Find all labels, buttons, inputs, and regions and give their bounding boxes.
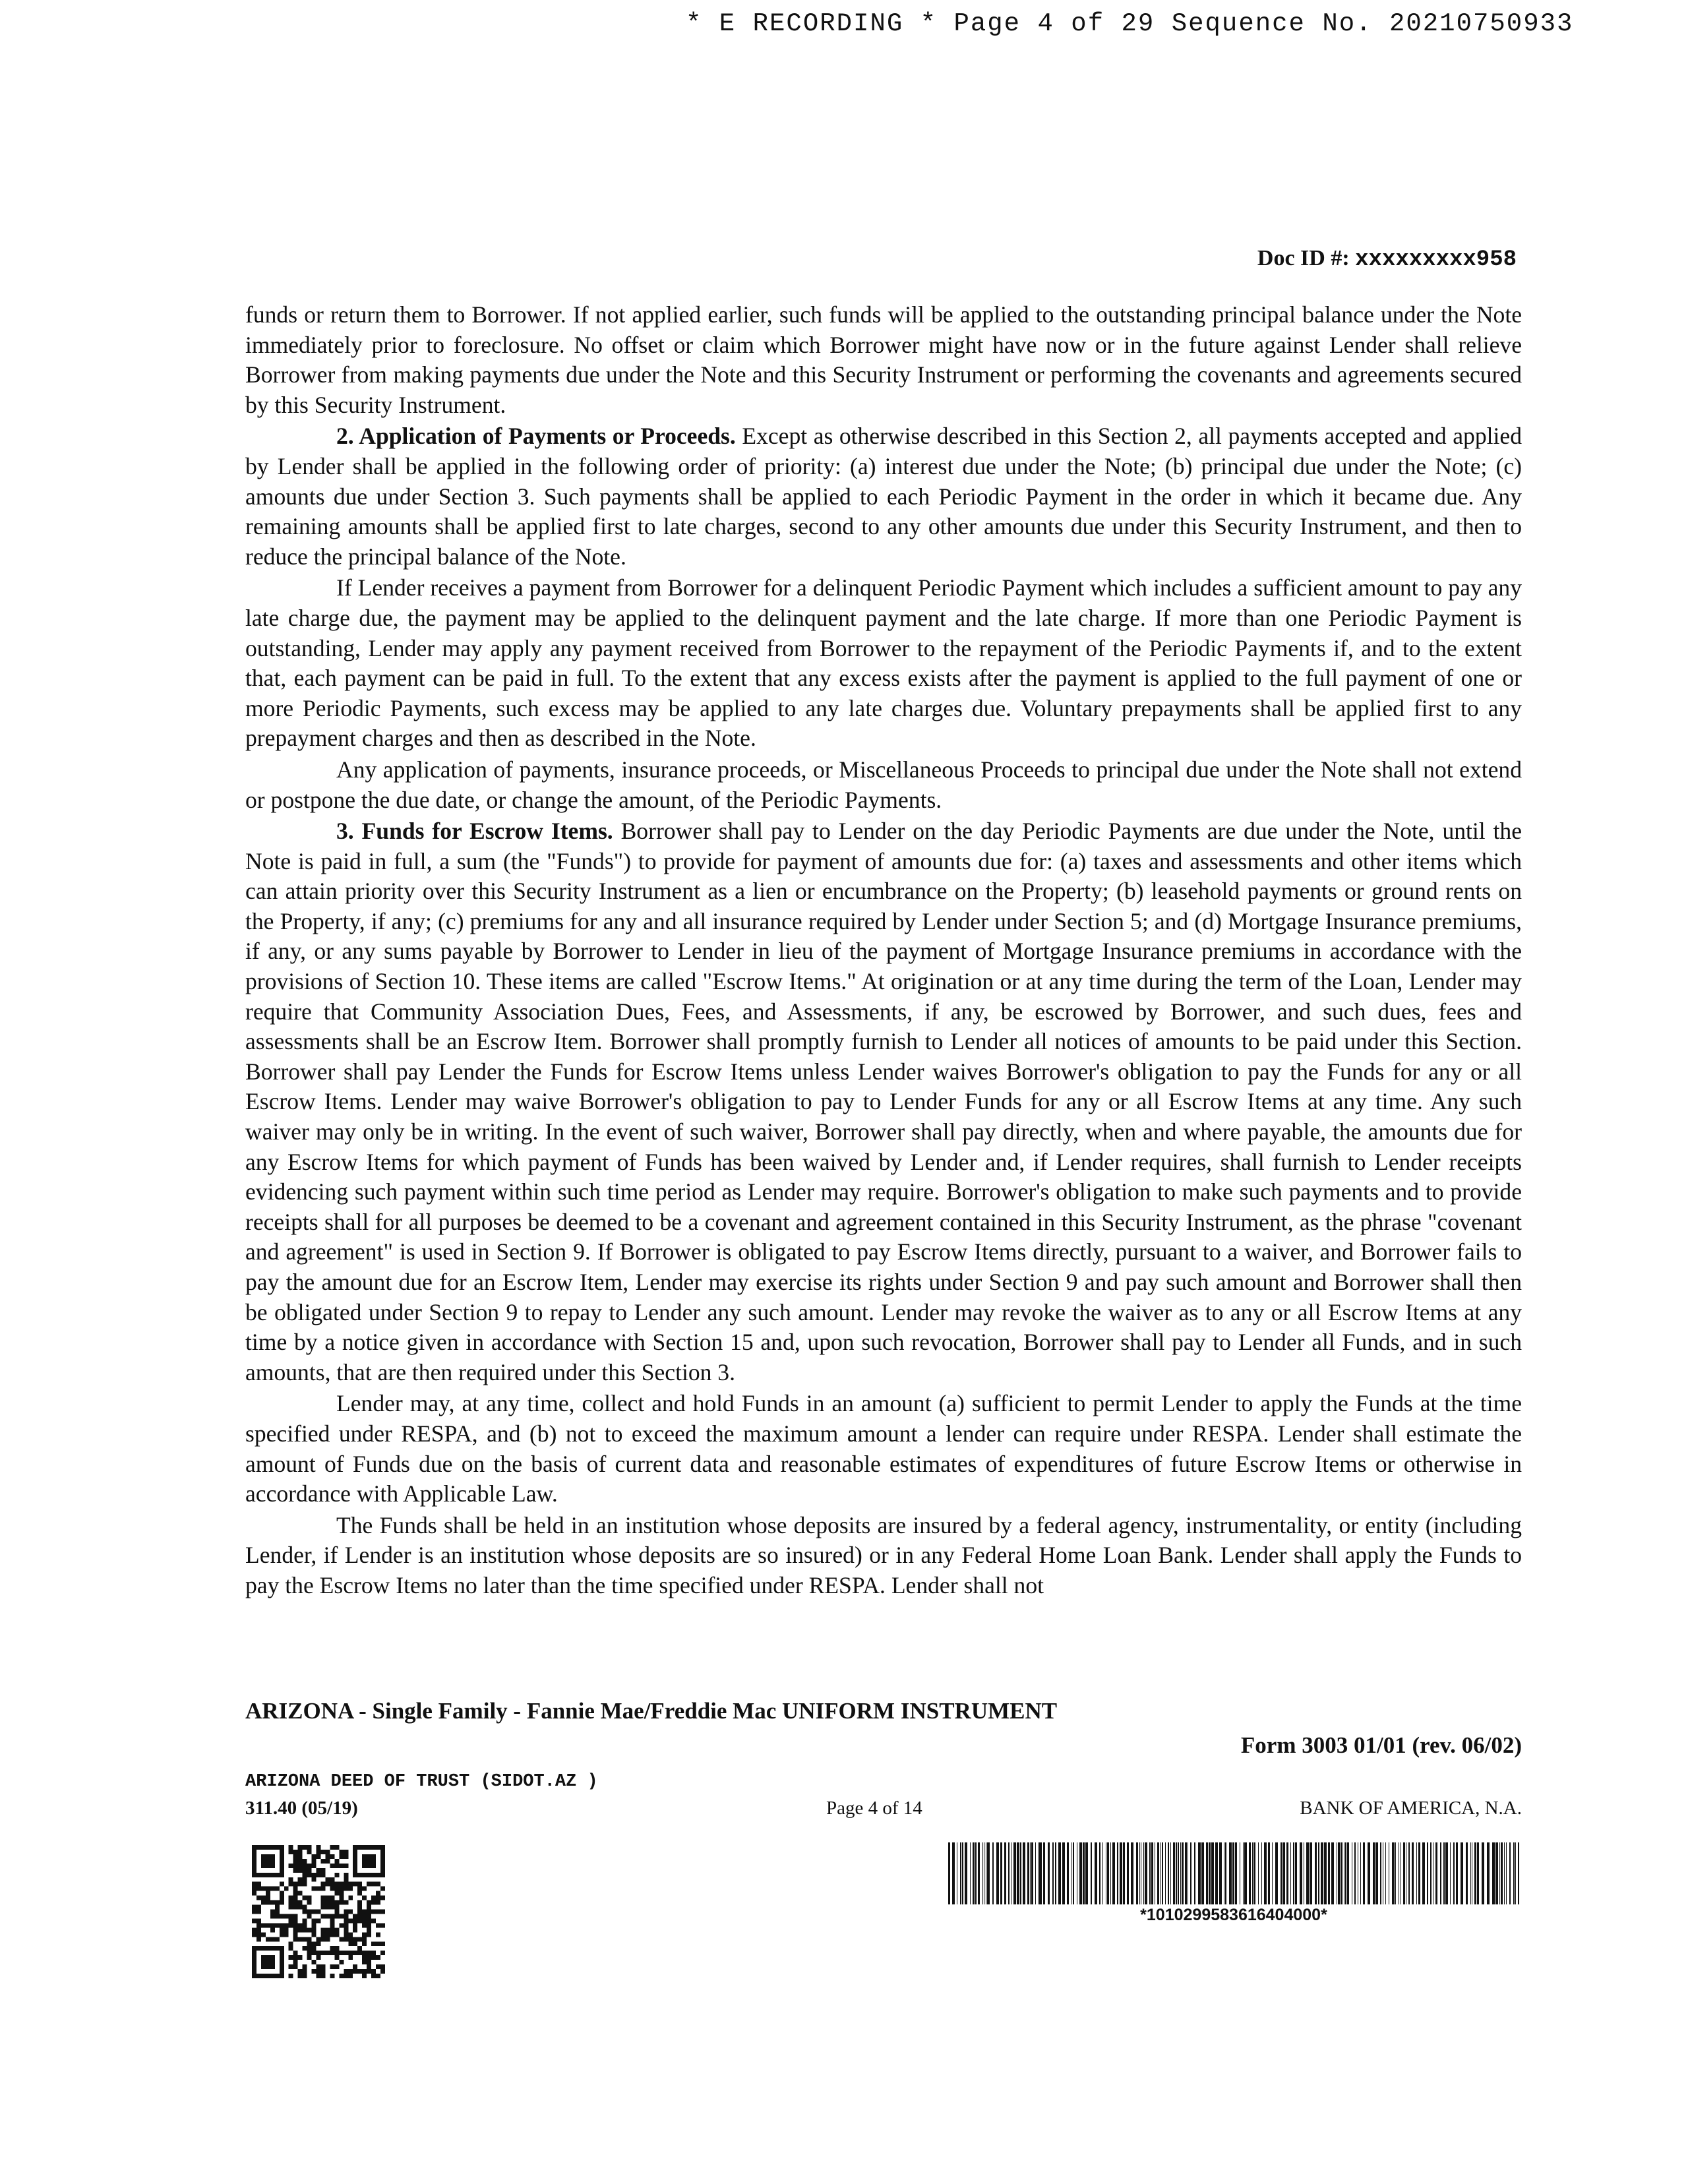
paragraph-continuation: funds or return them to Borrower. If not applied earlier, such funds will be applied to the outstanding principal balance under the Note immediately prior to foreclosure. No offset or claim which Borrower might have now or in the future against Lender shall relieve Borrower from making payments due under the Note and this Security Instrument or performing the covenants and agreements secured by this Security Instrument. (245, 301, 1522, 418)
doc-id-label: Doc ID #: (1257, 246, 1350, 270)
paragraph-delinquent-payment: If Lender receives a payment from Borrower for a delinquent Periodic Payment which includes a sufficient amount to pay any late charge due, the payment may be applied to the delinquent payment and the late charge. If more than one Periodic Payment is outstanding, Lender may apply any payment received from Borrower to the repayment of the Periodic Payments if, and to the extent that, each payment can be paid in full. To the extent that any excess exists after the payment is applied to the full payment of one or more Periodic Payments, such excess may be applied to any late charges due. Voluntary prepayments shall be applied first to any prepayment charges and then as described in the Note. (245, 574, 1522, 752)
paragraph-respa: Lender may, at any time, collect and hold Funds in an amount (a) sufficient to permit Lender to apply the Funds at the time specified under RESPA, and (b) not to exceed the maximum amount a lender can require under RESPA. Lender shall estimate the amount of Funds due on the basis of current data and reasonable estimates of expenditures of future Escrow Items or otherwise in accordance with Applicable Law. (245, 1390, 1522, 1507)
section-3-title: 3. Funds for Escrow Items. (336, 818, 613, 845)
instrument-title: ARIZONA - Single Family - Fannie Mae/Freddie Mac UNIFORM INSTRUMENT (245, 1698, 1058, 1724)
section-3-paragraph (245, 816, 1522, 1387)
form-version: 311.40 (05/19) (245, 1798, 358, 1819)
doc-id (1257, 246, 1517, 272)
recording-header: * E RECORDING * Page 4 of 29 Sequence No. 20210750933 (686, 9, 1574, 38)
lender-name: BANK OF AMERICA, N.A. (1300, 1798, 1522, 1819)
section-3-text: Borrower shall pay to Lender on the day Periodic Payments are due under the Note, until the Note is paid in full, a sum (the "Funds") to provide for payment of amounts due for: (a) taxes and assessments and other items which can attain priority over this Security Instrument as a lien or encumbrance on the Property; (b) leasehold payments or ground rents on the Property, if any; (c) premiums for any and all insurance required by Lender under Section 5; and (d) Mortgage Insurance premiums, if any, or any sums payable by Borrower to Lender in lieu of the payment of Mortgage Insurance premiums in accordance with the provisions of Section 10. These items are called "Escrow Items." At origination or at any time during the term of the Loan, Lender may require that Community Association Dues, Fees, and Assessments, if any, be escrowed by Borrower, and such dues, fees and assessments shall be an Escrow Item. Borrower shall promptly furnish to Lender all notices of amounts to be paid under this Section. Borrower shall pay Lender the Funds for Escrow Items unless Lender waives Borrower's obligation to pay the Funds for any or all Escrow Items. Lender may waive Borrower's obligation to pay to Lender Funds for any or all Escrow Items at any time. Any such waiver may only be in writing. In the event of such waiver, Borrower shall pay directly, when and where payable, the amounts due for any Escrow Items for which payment of Funds has been waived by Lender and, if Lender requires, shall furnish to Lender receipts evidencing such payment within such time period as Lender may require. Borrower's obligation to make such payments and to provide receipts shall for all purposes be deemed to be a covenant and agreement contained in this Security Instrument, as the phrase "covenant and agreement" is used in Section 9. If Borrower is obligated to pay Escrow Items directly, pursuant to a waiver, and Borrower fails to pay the amount due for an Escrow Item, Lender may exercise its rights under Section 9 and pay such amount and Borrower shall then be obligated under Section 9 to repay to Lender any such amount. Lender may revoke the waiver as to any or all Escrow Items at any time by a notice given in accordance with Section 15 and, upon such revocation, Borrower shall pay to Lender all Funds, and in such amounts, that are then required under this Section 3. (245, 818, 1522, 1385)
deed-title: ARIZONA DEED OF TRUST (SIDOT.AZ ) (245, 1772, 598, 1792)
barcode-icon (948, 1842, 1519, 1904)
qr-code-icon (252, 1845, 385, 1978)
doc-id-value: xxxxxxxxx958 (1355, 247, 1517, 272)
barcode-number: *1010299583616404000* (1140, 1906, 1327, 1924)
page-number: Page 4 of 14 (826, 1798, 922, 1819)
document-body (245, 300, 1522, 1602)
section-2-title: 2. Application of Payments or Proceeds. (336, 423, 736, 450)
section-2-paragraph (245, 421, 1522, 572)
paragraph-application-of-payments: Any application of payments, insurance proceeds, or Miscellaneous Proceeds to principal due under the Note shall not extend or postpone the due date, or change the amount, of the Periodic Payments. (245, 756, 1522, 813)
section-2-text: Except as otherwise described in this Section 2, all payments accepted and applied by Lender shall be applied in the following order of priority: (a) interest due under the Note; (b) principal due under the Note; (c) amounts due under Section 3. Such payments shall be applied to each Periodic Payment in the order in which it became due. Any remaining amounts shall be applied first to late charges, second to any other amounts due under this Security Instrument, and then to reduce the principal balance of the Note. (245, 423, 1522, 570)
paragraph-funds-held: The Funds shall be held in an institution whose deposits are insured by a federal agency, instrumentality, or entity (including Lender, if Lender is an institution whose deposits are so insured) or in any Federal Home Loan Bank. Lender shall apply the Funds to pay the Escrow Items no later than the time specified under RESPA. Lender shall not (245, 1511, 1522, 1598)
form-number: Form 3003 01/01 (rev. 06/02) (1240, 1732, 1522, 1758)
